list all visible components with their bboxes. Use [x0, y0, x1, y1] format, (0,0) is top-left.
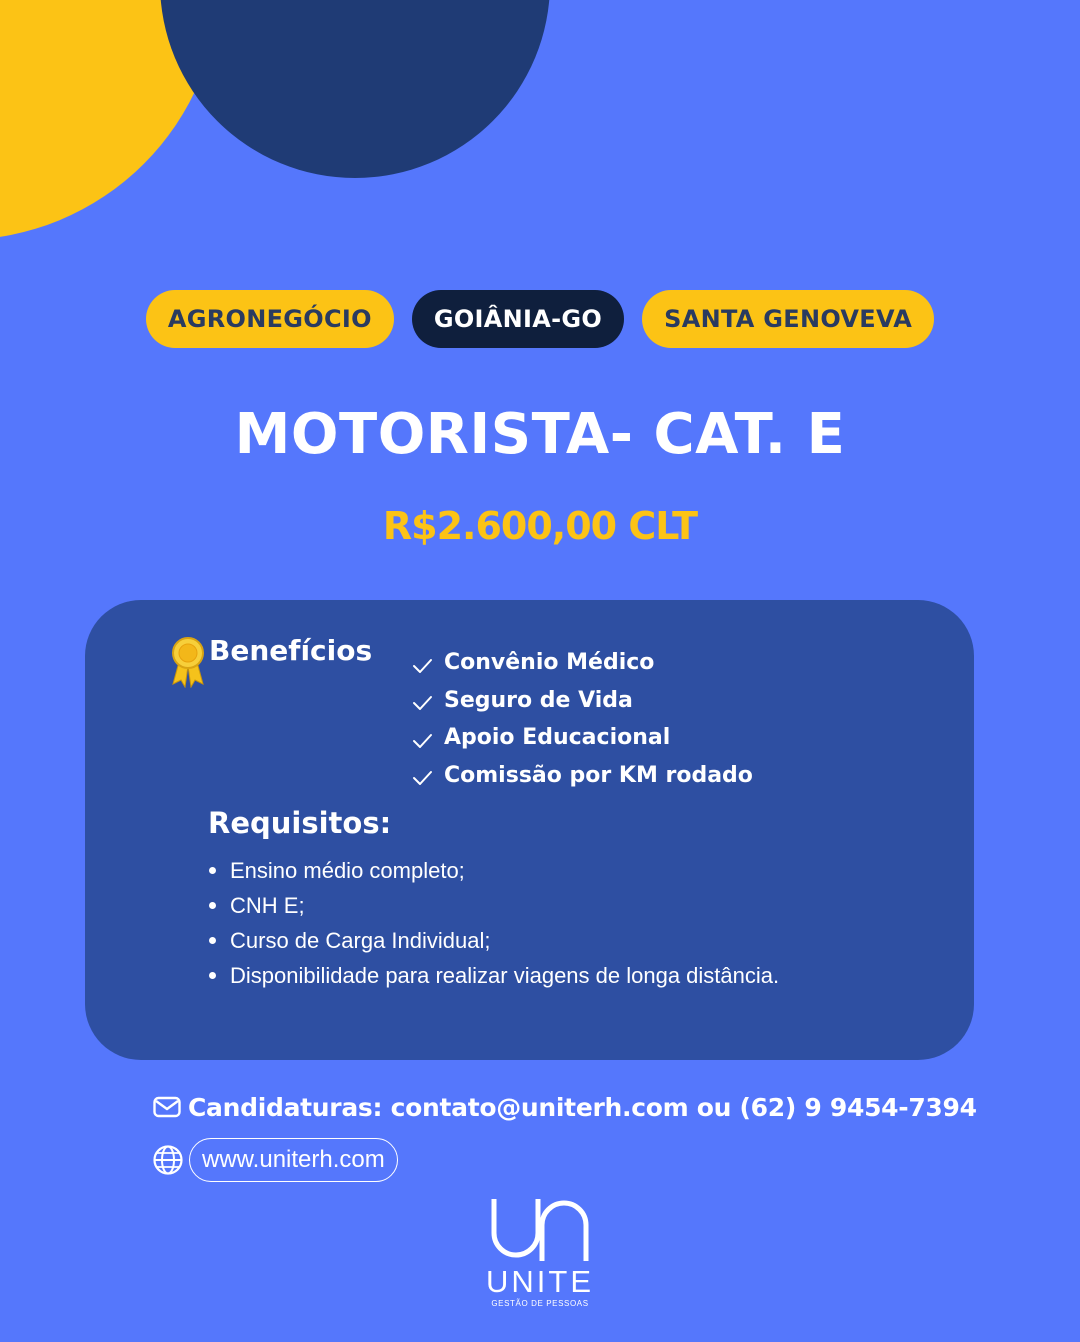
details-card	[85, 600, 974, 1060]
logo-wordmark: UNITE	[486, 1264, 594, 1299]
benefit-item	[411, 719, 753, 757]
tag-neighborhood: SANTA GENOVEVA	[642, 290, 934, 348]
requirement-label: Ensino médio completo;	[230, 857, 465, 883]
bullet-icon	[209, 902, 216, 909]
award-ribbon-icon	[170, 636, 206, 688]
requirement-label: Disponibilidade para realizar viagens de longa distância.	[230, 962, 780, 988]
requirement-label: Curso de Carga Individual;	[230, 927, 491, 953]
contact-row	[152, 1092, 977, 1122]
requirements-list	[209, 853, 779, 993]
website-row	[152, 1138, 398, 1182]
benefit-label: Comissão por KM rodado	[444, 762, 753, 788]
tag-sector: AGRONEGÓCIO	[146, 290, 394, 348]
check-icon	[411, 767, 433, 789]
bullet-icon	[209, 972, 216, 979]
check-icon	[411, 655, 433, 677]
requirement-label: CNH E;	[230, 892, 305, 918]
benefit-item	[411, 644, 753, 682]
tag-row	[0, 290, 1080, 348]
benefit-item	[411, 682, 753, 720]
bullet-icon	[209, 867, 216, 874]
job-title: MOTORISTA- CAT. E	[234, 402, 846, 467]
benefits-list	[411, 644, 753, 794]
tag-city: GOIÂNIA-GO	[412, 290, 624, 348]
requirement-item	[209, 958, 779, 993]
benefit-label: Apoio Educacional	[444, 725, 671, 751]
contact-text[interactable]: Candidaturas: contato@uniterh.com ou (62) 9 9454-7394	[188, 1092, 977, 1122]
requirements-heading: Requisitos:	[208, 806, 392, 840]
requirement-item	[209, 853, 779, 888]
check-icon	[411, 730, 433, 752]
logo-tagline: GESTÃO DE PESSOAS	[491, 1299, 589, 1308]
benefit-label: Convênio Médico	[444, 650, 655, 676]
navy-circle-decoration	[160, 0, 550, 178]
mail-icon	[152, 1092, 182, 1122]
salary: R$2.600,00 CLT	[382, 504, 698, 548]
bullet-icon	[209, 937, 216, 944]
benefits-heading: Benefícios	[209, 634, 373, 667]
check-icon	[411, 692, 433, 714]
requirement-item	[209, 888, 779, 923]
unite-logo-mark	[488, 1195, 592, 1265]
benefit-label: Seguro de Vida	[444, 687, 633, 713]
requirement-item	[209, 923, 779, 958]
website-link[interactable]: www.uniterh.com	[189, 1138, 398, 1182]
benefit-item	[411, 757, 753, 795]
company-logo	[0, 1195, 1080, 1308]
globe-icon	[152, 1144, 184, 1176]
